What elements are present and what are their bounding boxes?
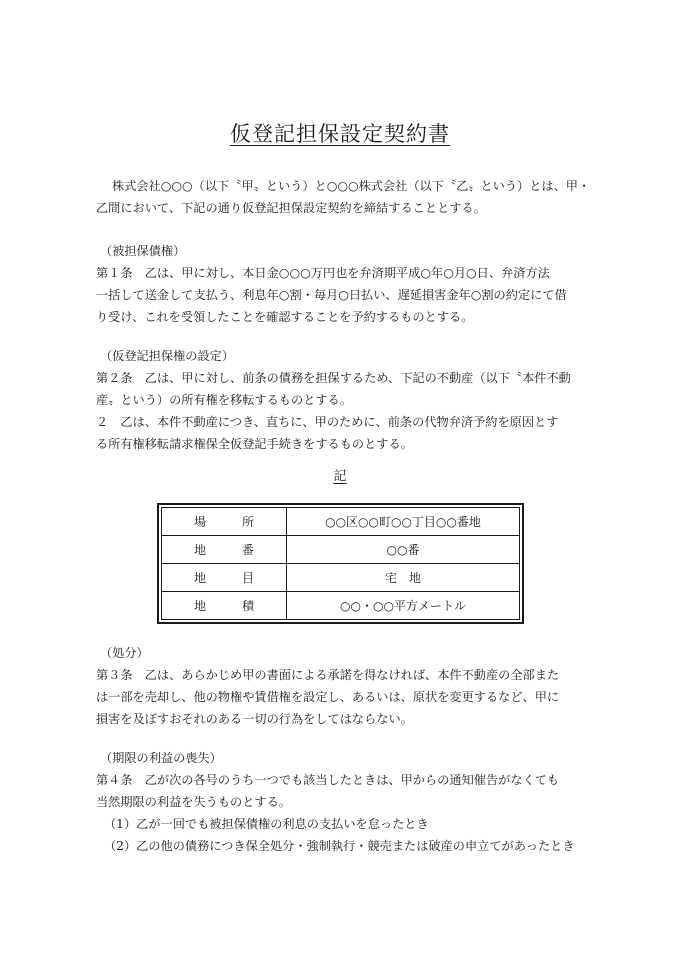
preamble-line: 株式会社○○○（以下〝甲〟という）と○○○株式会社（以下〝乙〟という）とは、甲・ bbox=[112, 179, 591, 193]
article-3-line: 損害を及ぼすおそれのある一切の行為をしてはならない。 bbox=[96, 712, 413, 726]
property-value: 宅 地 bbox=[287, 564, 520, 592]
article-4-item: （1）乙が一回でも被担保債権の利息の支払いを怠ったとき bbox=[104, 817, 429, 831]
article-1-heading: （被担保債権） bbox=[100, 244, 186, 258]
property-label: 地 番 bbox=[162, 536, 287, 564]
property-table-frame bbox=[157, 503, 524, 624]
property-value: ○○・○○平方メートル bbox=[287, 592, 520, 620]
article-2-line: 産〟という）の所有権を移転するものとする。 bbox=[96, 393, 352, 407]
document-title bbox=[0, 118, 680, 148]
article-2-line: ２ 乙は、本件不動産につき、直ちに、甲のために、前条の代物弁済予約を原因とす bbox=[96, 415, 559, 429]
ki-heading bbox=[0, 465, 680, 484]
preamble-line: 乙間において、下記の通り仮登記担保設定契約を締結することとする。 bbox=[96, 201, 486, 215]
article-4-item: （2）乙の他の債務につき保全処分・強制執行・競売または破産の申立てがあったとき bbox=[104, 839, 575, 853]
article-1-line: 一括して送金して支払う、利息年○割・毎月○日払い、遅延損害金年○割の約定にて借 bbox=[96, 288, 567, 302]
property-label: 地 目 bbox=[162, 564, 287, 592]
table-row bbox=[162, 592, 520, 620]
table-row bbox=[162, 508, 520, 536]
document-title-text: 仮登記担保設定契約書 bbox=[230, 122, 450, 146]
article-3-heading: （処分） bbox=[100, 646, 149, 660]
property-value: ○○区○○町○○丁目○○番地 bbox=[287, 508, 520, 536]
article-2-line: る所有権移転請求権保全仮登記手続きをするものとする。 bbox=[96, 437, 413, 451]
article-3-line: は一部を売却し、他の物権や賃借権を設定し、あるいは、原状を変更するなど、甲に bbox=[96, 690, 560, 704]
property-label: 場 所 bbox=[162, 508, 287, 536]
article-3-line: 第３条 乙は、あらかじめ甲の書面による承諾を得なければ、本件不動産の全部また bbox=[96, 668, 560, 682]
article-4-line: 第４条 乙が次の各号のうち一つでも該当したときは、甲からの通知催告がなくても bbox=[96, 773, 560, 787]
article-4-heading: （期限の利益の喪失） bbox=[100, 751, 222, 765]
table-row bbox=[162, 564, 520, 592]
article-2-line: 第２条 乙は、甲に対し、前条の債務を担保するため、下記の不動産（以下〝本件不動 bbox=[96, 371, 571, 385]
article-1-line: 第１条 乙は、甲に対し、本日金○○○万円也を弁済期平成○年○月○日、弁済方法 bbox=[96, 266, 550, 280]
article-2-heading: （仮登記担保権の設定） bbox=[100, 349, 235, 363]
article-1-line: り受け、これを受領したことを確認することを予約するものとする。 bbox=[96, 310, 474, 324]
property-label: 地 積 bbox=[162, 592, 287, 620]
table-row bbox=[162, 536, 520, 564]
property-table bbox=[161, 507, 520, 620]
article-4-line: 当然期限の利益を失うものとする。 bbox=[96, 795, 291, 809]
ki-label: 記 bbox=[333, 469, 347, 484]
property-value: ○○番 bbox=[287, 536, 520, 564]
